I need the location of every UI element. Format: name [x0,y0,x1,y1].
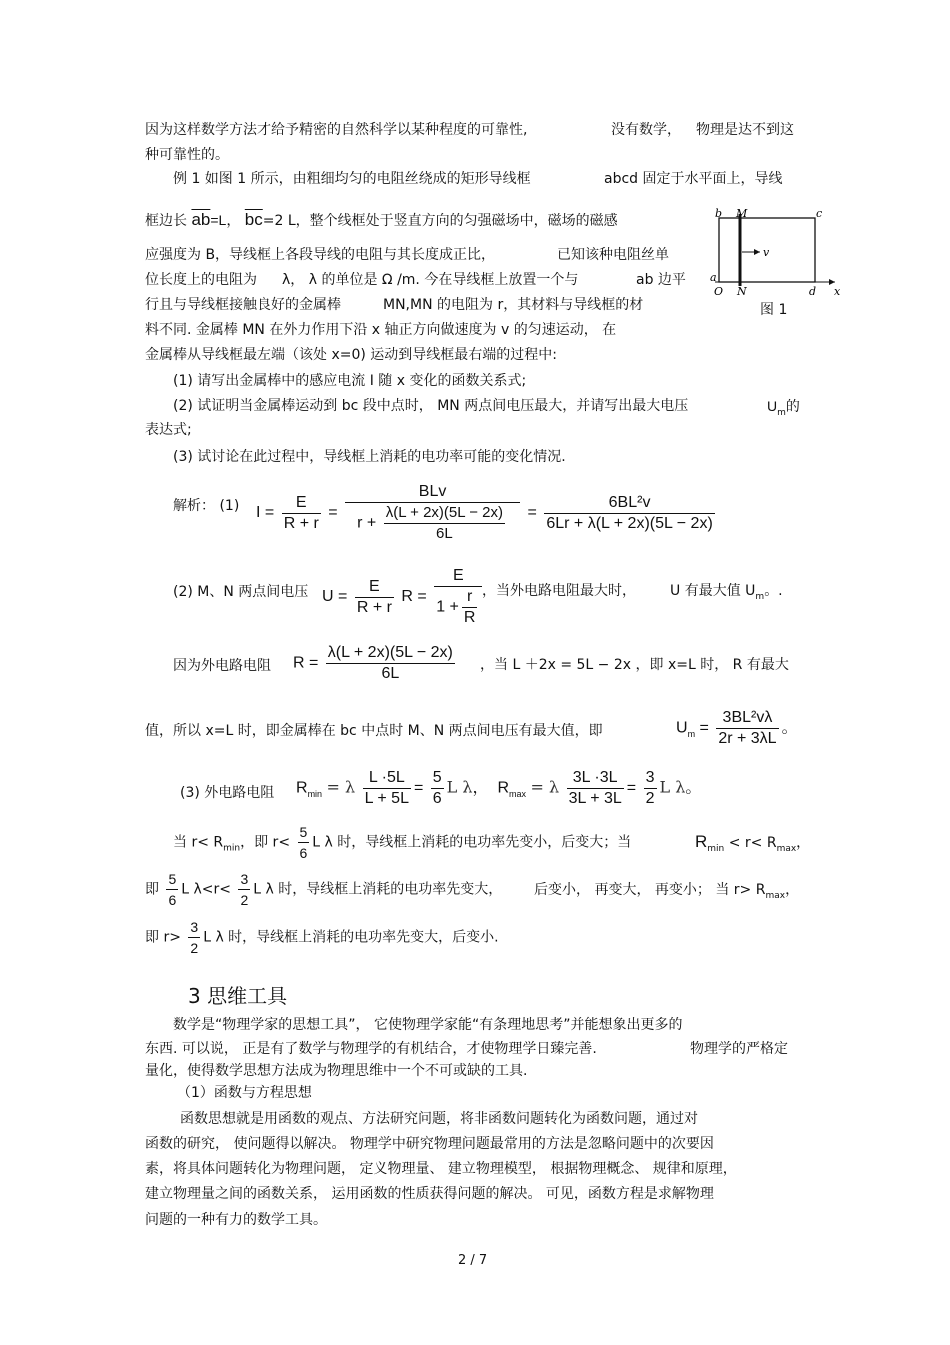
text-line: 建立物理量之间的函数关系， 运用函数的性质获得问题的解决。 可见，函数方程是求解物理 [145,1186,714,1202]
example-heading: 例 1 如图 1 所示，由粗细均匀的电阻丝绕成的矩形导线框 [173,171,531,187]
text-line: 因为外电路电阻 [173,658,271,674]
question-3: (3) 试讨论在此过程中，导线框上消耗的电功率可能的变化情况. [173,449,566,465]
section-heading: 3 思维工具 [188,984,288,1008]
figure-1-diagram [705,205,845,300]
label-v: v [763,246,770,259]
text-line: (3) 外电路电阻 [180,785,275,801]
text-line: (2) M、N 两点间电压 [173,584,309,600]
label-d: d [809,285,817,298]
condition-3: 即 r> $\frac{3}{2}$ L λ 时，导线框上消耗的电功率先变大，后变小. [145,919,499,956]
label-x: x [834,285,841,298]
text-line: $R_{min} < r< R_{max}$， [695,832,811,854]
equation-resistance: R = $\frac{\lambda(L + 2x)(5L - 2x)}{6L}$ [293,644,453,682]
text-line: 量化，使得数学思想方法成为物理思维中一个不可或缺的工具. [145,1063,528,1079]
text-line: 素，将具体问题转化为物理问题， 定义物理量、 建立物理模型， 根据物理概念、 规律和原理， [145,1161,737,1177]
text-line: 因为这样数学方法才给予精密的自然科学以某种程度的可靠性, [145,122,528,138]
text-line: MN,MN 的电阻为 r，其材料与导线框的材 [383,297,644,313]
text-line: 物理学的严格定 [690,1041,788,1057]
velocity-arrowhead [754,249,760,255]
text-line: abcd 固定于水平面上，导线 [604,171,783,187]
solution-label: 解析： (1) [173,498,240,514]
label-b: b [715,207,723,220]
text-line: 后变小， 再变大， 再变小； 当 $r> R_{max}$， [534,882,800,901]
text-line: 位长度上的电阻为 [145,272,257,288]
text-line: 物理是达不到这 [696,122,794,138]
text-line: 值，所以 x=L 时，即金属棒在 bc 中点时 M、N 两点间电压有最大值，即 [145,723,603,739]
label-n: N [737,285,747,298]
label-c: c [816,207,823,220]
text-line: ，当外电路电阻最大时， [482,583,636,599]
label-o: O [714,285,724,298]
text-line: 应强度为 B，导线框上各段导线的电阻与其长度成正比， [145,247,496,263]
text-line: 数学是“物理学家的思想工具”， 它使物理学家能“有条理地思考”并能想象出更多的 [173,1017,683,1033]
text-line: 东西. 可以说， 正是有了数学与物理学的有机结合，才使物理学日臻完善. [145,1041,597,1057]
subsection-heading: （1）函数与方程思想 [177,1085,312,1101]
segment-bc: $\overline{bc}$ [244,210,263,229]
question-1: (1) 请写出金属棒中的感应电流 I 随 x 变化的函数关系式; [173,373,527,389]
text-line: ，当 L ＋2x = 5L − 2x ，即 x=L 时， R 有最大 [480,657,789,673]
text-line: 行且与导线框接触良好的金属棒 [145,297,341,313]
text-line: λ， λ 的单位是 Ω /m. 今在导线框上放置一个与 [282,272,579,288]
label-a: a [710,271,717,284]
text-line: 表达式; [145,422,192,438]
text-line: 函数思想就是用函数的观点、方法研究问题，将非函数问题转化为函数问题，通过对 [180,1111,698,1127]
equation-rmin-rmax: $R_{min} = \lambda$ $\frac{L \cdot 5L}{L + 5L}$ = $\frac{5}{6}$ L λ， $R_{max} = \lambda$ $\frac{3L \cdot 3L}{3L + 3L}$ = $\frac{3}{2}$ L λ。 [296,769,702,807]
text-line: 金属棒从导线框最左端（该处 x=0) 运动到导线框最右端的过程中: [145,347,558,363]
text-line: 问题的一种有力的数学工具。 [145,1212,327,1228]
text-line: ab 边平 [636,272,686,288]
text-line: 已知该种电阻丝单 [557,247,669,263]
text-line: U 有最大值 $U_m$。. [670,583,783,602]
equation-current: I = $\frac{E}{R + r}$ = BLv r + $\frac{\lambda(L + 2x)(5L - 2x)}{6L}$ = $\frac{\text{6BL²v}}{6Lr + \lambda(L + 2x)(5L - 2x)}$ [256,483,713,542]
text-line: 种可靠性的。 [145,147,229,163]
condition-2: 即 $\frac{5}{6}$ L λ<r< $\frac{3}{2}$ L λ 时，导线框上消耗的电功率先变大， [145,871,503,908]
figure-caption: 图 1 [760,302,788,318]
question-2: (2) 试证明当金属棒运动到 bc 段中点时， MN 两点间电压最大，并请写出最大电压 [173,398,689,414]
text-line: 框边长 $\overline{ab}=L$， $\overline{bc}=2$ L，整个线框处于竖直方向的匀强磁场中，磁场的磁感 [145,210,618,229]
segment-ab: $\overline{ab}$ [191,210,211,229]
label-m: M [736,207,748,220]
text-line: 没有数学， [611,122,681,138]
condition-1: 当 $r< R_{min}$，即 r< $\frac{5}{6}$ L λ 时，导线框上消耗的电功率先变小，后变大；当 [173,824,632,861]
text-line: $U_m$的 [767,398,800,418]
page-number: 2 / 7 [458,1253,488,1268]
text-line: 函数的研究， 使问题得以解决。 物理学中研究物理问题最常用的方法是忽略问题中的次要因 [145,1136,714,1152]
equation-um: $U_m$ = $\frac{\text{3BL²vλ}}{2r + 3\lambda L}$ 。 [676,709,798,747]
equation-voltage: U = $\frac{E}{R + r}$ R = E 1 + $\frac{r}{R}$ [322,566,485,628]
text-line: 料不同. 金属棒 MN 在外力作用下沿 x 轴正方向做速度为 v 的匀速运动， 在 [145,322,617,338]
